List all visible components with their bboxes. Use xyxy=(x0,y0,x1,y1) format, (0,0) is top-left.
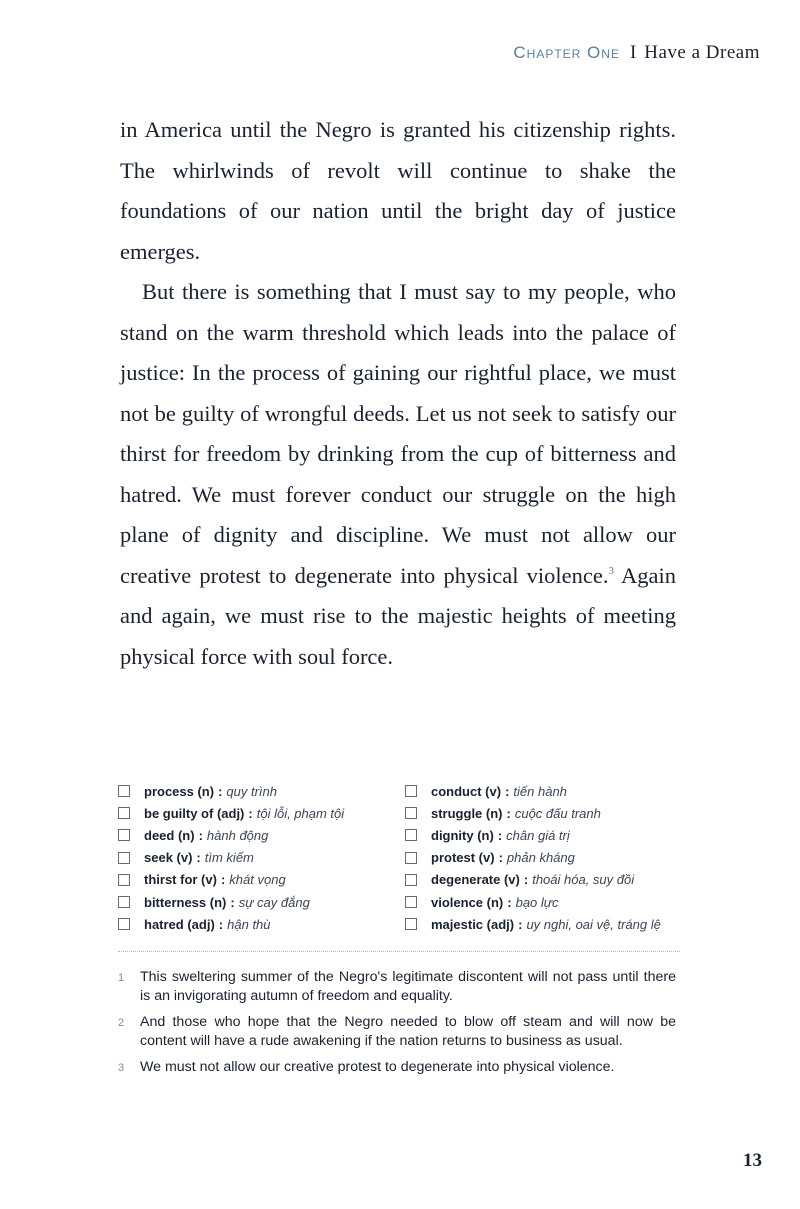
vocabulary-term: hatred (adj) xyxy=(144,916,215,932)
vocabulary-colon: : xyxy=(518,916,523,932)
checkbox-icon[interactable] xyxy=(118,874,130,886)
vocabulary-term: struggle (n) xyxy=(431,805,503,821)
header-separator: I xyxy=(629,42,637,63)
vocabulary-meaning: quy trình xyxy=(226,783,278,799)
vocabulary-meaning: chân giá trị xyxy=(506,827,570,843)
vocabulary-colon: : xyxy=(497,827,503,843)
vocabulary-term: violence (n) xyxy=(431,894,504,910)
vocabulary-meaning: thoái hóa, suy đồi xyxy=(532,872,635,888)
vocabulary-item xyxy=(405,847,692,869)
vocabulary-colon: : xyxy=(498,850,503,866)
vocabulary-meaning: uy nghi, oai vệ, tráng lệ xyxy=(526,916,661,932)
footnote-text: We must not allow our creative protest to degenerate into physical violence. xyxy=(140,1059,615,1075)
chapter-label: Chapter One xyxy=(513,43,620,62)
footnote-number: 1 xyxy=(118,972,125,984)
vocabulary-term: conduct (v) xyxy=(431,783,502,799)
vocabulary-meaning: tội lỗi, phạm tội xyxy=(256,805,345,821)
vocabulary-item xyxy=(118,913,405,935)
checkbox-icon[interactable] xyxy=(118,829,130,841)
vocabulary-column-right xyxy=(405,780,692,935)
vocabulary-item xyxy=(405,780,692,802)
vocabulary-term: degenerate (v) xyxy=(431,872,520,888)
vocabulary-colon: : xyxy=(507,894,512,910)
checkbox-icon[interactable] xyxy=(405,918,417,930)
vocabulary-term: process (n) xyxy=(144,783,215,799)
footnotes xyxy=(118,968,676,1085)
vocabulary-item xyxy=(405,891,692,913)
vocabulary-term: majestic (adj) xyxy=(431,916,515,932)
footnote-text: And those who hope that the Negro needed to blow off steam and will now be content will have a rude awakening if the nation returns to business as usual. xyxy=(140,1014,676,1049)
page-number: 13 xyxy=(743,1150,762,1171)
vocabulary-meaning: cuộc đấu tranh xyxy=(514,805,601,821)
vocabulary-term: seek (v) xyxy=(144,850,193,866)
vocabulary-term: protest (v) xyxy=(431,850,495,866)
vocabulary-item xyxy=(405,802,692,824)
checkbox-icon[interactable] xyxy=(118,785,130,797)
vocabulary-meaning: hành động xyxy=(206,827,269,843)
vocabulary-column-left xyxy=(118,780,405,935)
paragraph-1: in America until the Negro is granted his citizenship rights. The whirlwinds of revolt will continue to shake the foundations of our nation until the bright day of justice emerges. xyxy=(120,117,676,264)
checkbox-icon[interactable] xyxy=(405,807,417,819)
vocabulary-term: be guilty of (adj) xyxy=(144,805,245,821)
footnote-1 xyxy=(118,968,676,1006)
checkbox-icon[interactable] xyxy=(405,852,417,864)
vocabulary-item xyxy=(405,824,692,846)
vocabulary-item xyxy=(118,891,405,913)
checkbox-icon[interactable] xyxy=(405,874,417,886)
paragraph-2-text-after: Again and again, we must rise to the majestic heights of meeting physical force with soul force. xyxy=(120,562,676,669)
vocabulary-item xyxy=(118,824,405,846)
dotted-divider xyxy=(118,951,680,952)
vocabulary-colon: : xyxy=(218,783,223,799)
vocabulary-colon: : xyxy=(248,805,253,821)
vocabulary-item xyxy=(118,869,405,891)
vocabulary-meaning: sự cay đắng xyxy=(238,894,310,910)
speech-text xyxy=(120,110,676,677)
footnote-2 xyxy=(118,1013,676,1051)
footnote-3 xyxy=(118,1058,676,1078)
paragraph-2 xyxy=(120,272,676,677)
vocabulary-meaning: bạo lực xyxy=(515,894,559,910)
vocabulary-item xyxy=(405,869,692,891)
vocabulary-meaning: phản kháng xyxy=(506,850,575,866)
vocabulary-colon: : xyxy=(198,827,203,843)
running-header xyxy=(513,42,760,64)
vocabulary-meaning: hận thù xyxy=(227,916,271,932)
vocabulary-colon: : xyxy=(196,850,201,866)
footnote-text: This sweltering summer of the Negro's legitimate discontent will not pass until there is an invigorating autumn of freedom and equality. xyxy=(140,969,676,1004)
vocabulary-term: thirst for (v) xyxy=(144,872,217,888)
vocabulary-term: dignity (n) xyxy=(431,827,494,843)
vocabulary-colon: : xyxy=(506,805,511,821)
checkbox-icon[interactable] xyxy=(405,896,417,908)
checkbox-icon[interactable] xyxy=(405,785,417,797)
chapter-title: Have a Dream xyxy=(644,42,760,63)
vocabulary-list xyxy=(118,780,698,935)
footnote-number: 3 xyxy=(118,1062,125,1074)
vocabulary-colon: : xyxy=(505,783,510,799)
vocabulary-term: bitterness (n) xyxy=(144,894,227,910)
vocabulary-colon: : xyxy=(523,872,529,888)
vocabulary-term: deed (n) xyxy=(144,827,195,843)
footnote-ref-3[interactable]: 3 xyxy=(608,564,615,577)
vocabulary-colon: : xyxy=(220,872,226,888)
footnote-number: 2 xyxy=(118,1017,125,1029)
checkbox-icon[interactable] xyxy=(118,852,130,864)
checkbox-icon[interactable] xyxy=(118,918,130,930)
vocabulary-meaning: tìm kiếm xyxy=(204,850,254,866)
vocabulary-item xyxy=(118,802,405,824)
vocabulary-meaning: khát vọng xyxy=(229,872,286,888)
paragraph-2-text: But there is something that I must say to my people, who stand on the warm threshold which leads into the palace of justice: In the process of gaining our rightful place, we must not be guilty of wrongful deeds. Let us not seek to satisfy our thirst for freedom by drinking from the cup of bitterness and hatred. We must forever conduct our struggle on the high plane of dignity and discipline. We must not allow our creative protest to degenerate into physical violence. xyxy=(120,279,676,588)
vocabulary-item xyxy=(118,780,405,802)
checkbox-icon[interactable] xyxy=(405,829,417,841)
vocabulary-colon: : xyxy=(218,916,224,932)
checkbox-icon[interactable] xyxy=(118,896,130,908)
vocabulary-meaning: tiến hành xyxy=(513,783,567,799)
checkbox-icon[interactable] xyxy=(118,807,130,819)
vocabulary-item xyxy=(405,913,692,935)
vocabulary-colon: : xyxy=(230,894,235,910)
vocabulary-item xyxy=(118,847,405,869)
